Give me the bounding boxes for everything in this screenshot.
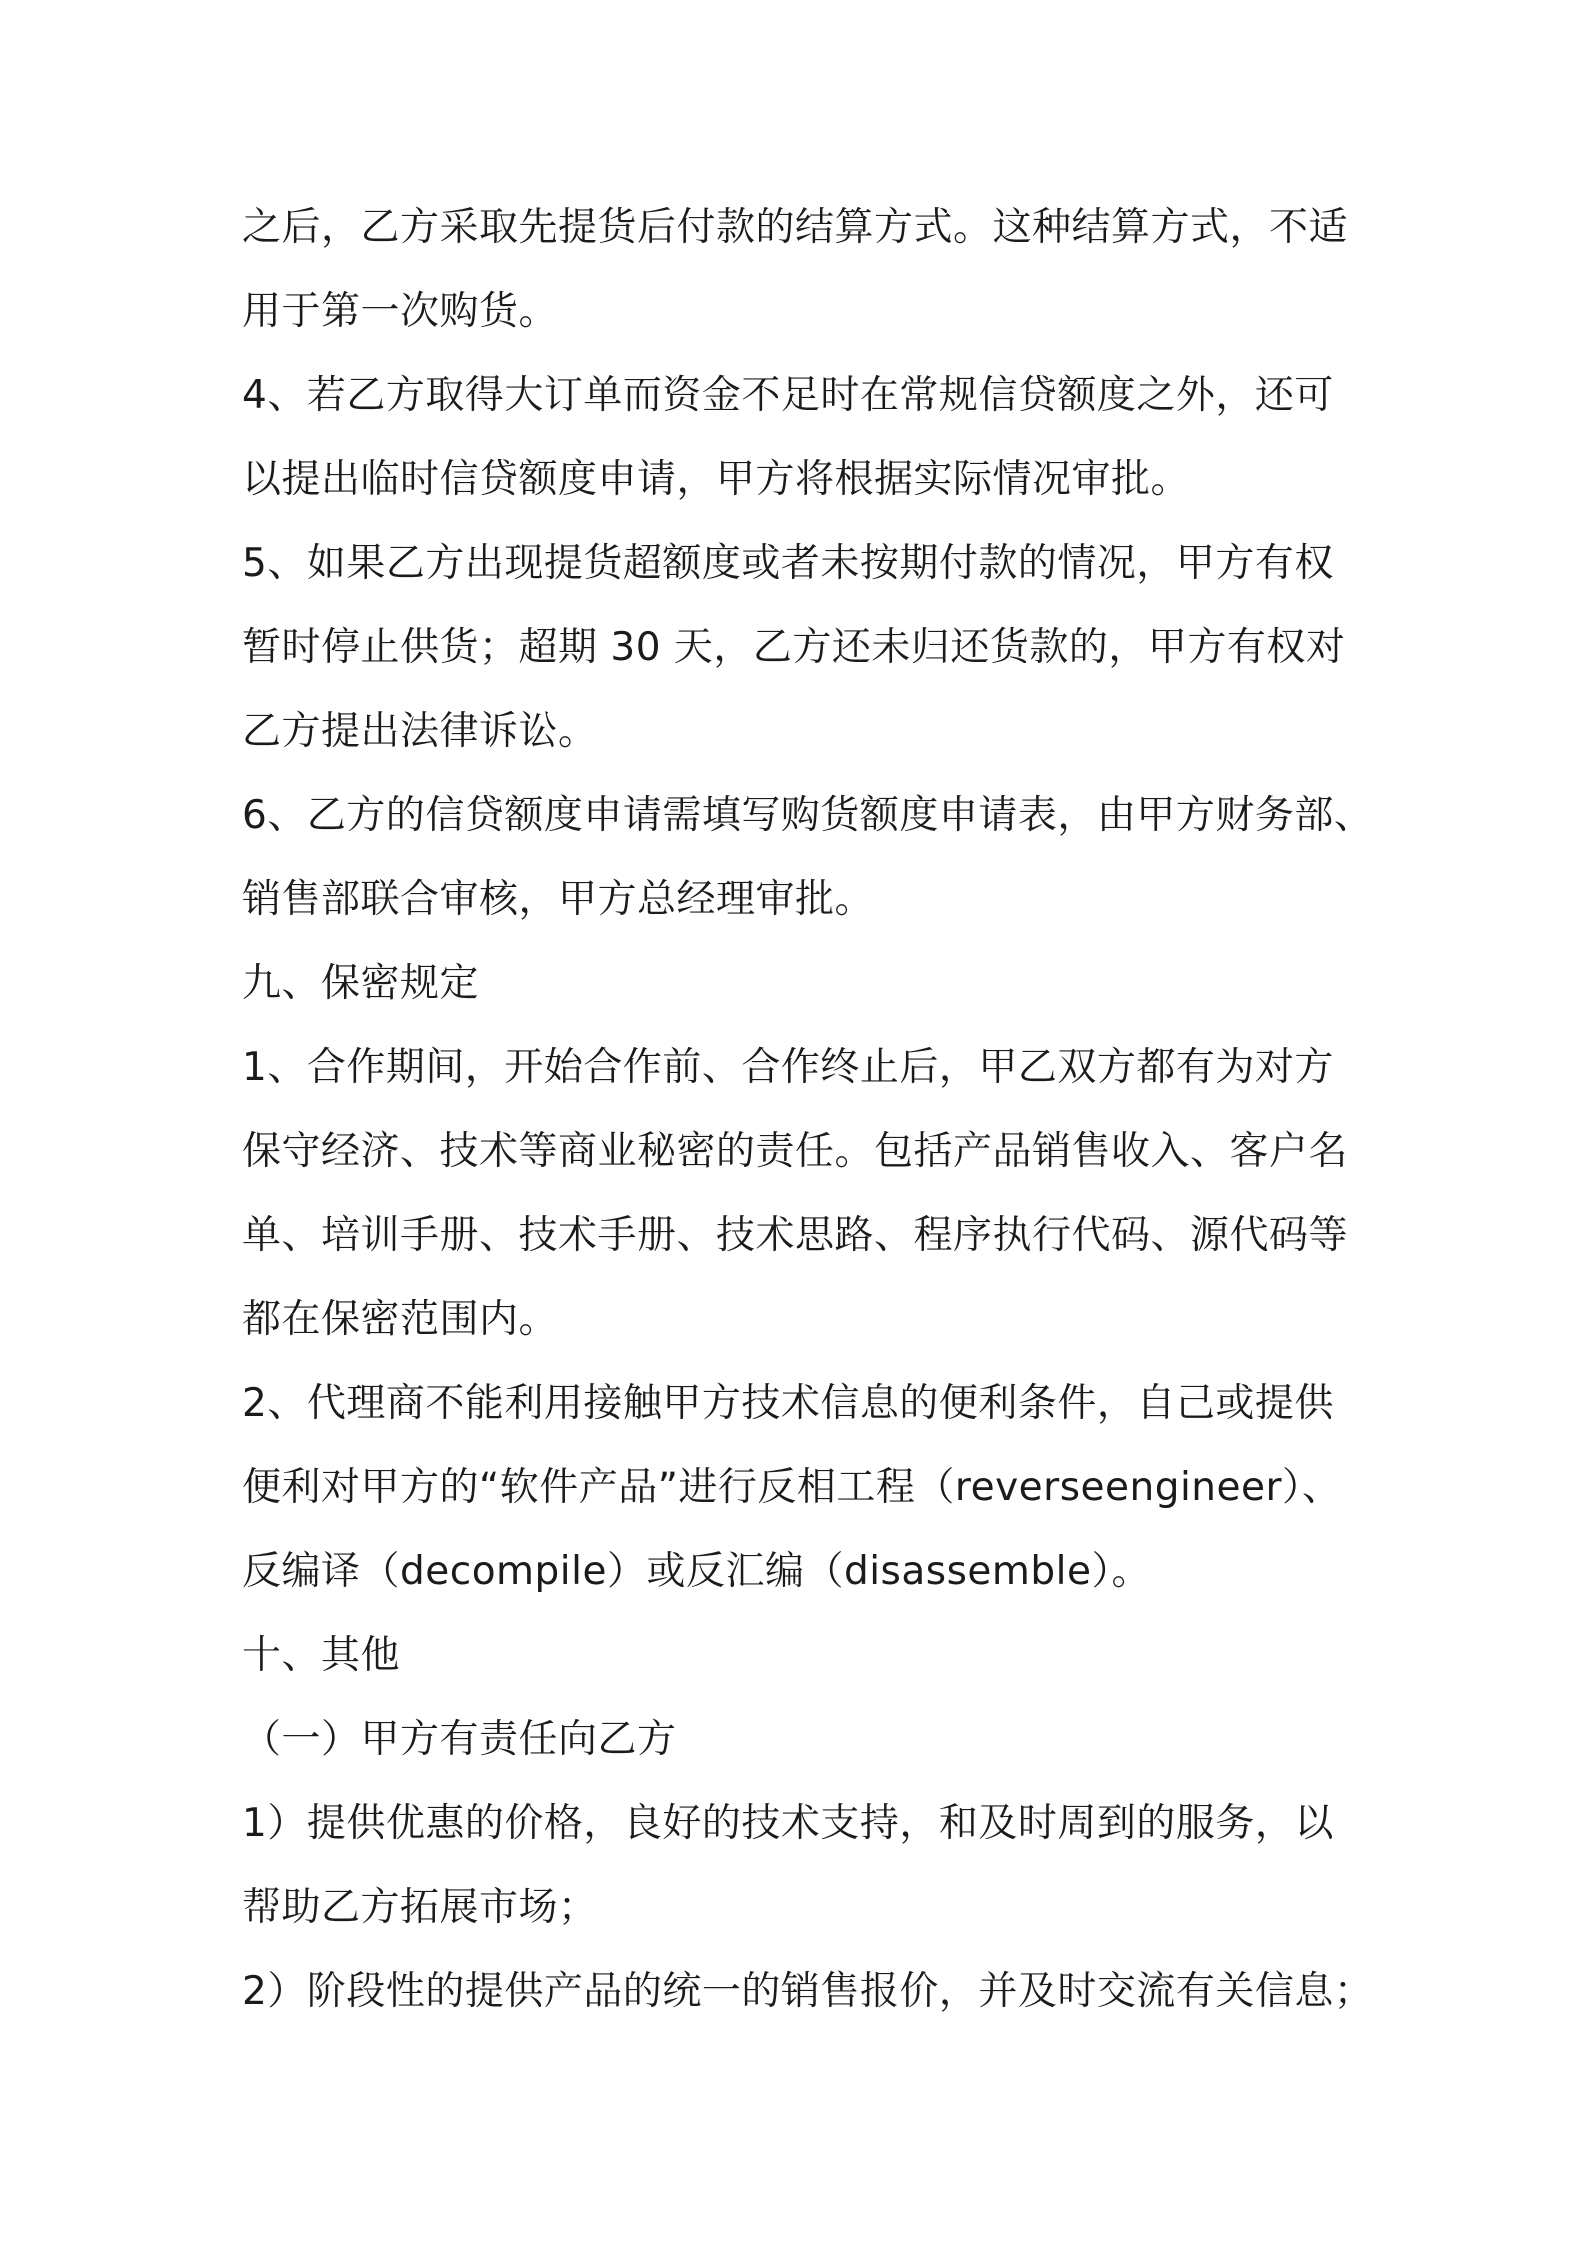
subsection-heading: （一）甲方有责任向乙方 bbox=[242, 1717, 677, 1762]
text-line: 帮助乙方拓展市场； bbox=[242, 1885, 598, 1930]
text-line: 之后，乙方采取先提货后付款的结算方式。这种结算方式，不适 bbox=[242, 205, 1349, 250]
document-body bbox=[242, 186, 1372, 2034]
section-heading: 十、其他 bbox=[242, 1633, 401, 1678]
text-line: 乙方提出法律诉讼。 bbox=[242, 709, 598, 754]
text-line: 以提出临时信贷额度申请，甲方将根据实际情况审批。 bbox=[242, 457, 1191, 502]
text-line: 2、代理商不能利用接触甲方技术信息的便利条件，自己或提供 bbox=[242, 1381, 1334, 1426]
text-line: 反编译（decompile）或反汇编（disassemble）。 bbox=[242, 1549, 1151, 1594]
text-line: 4、若乙方取得大订单而资金不足时在常规信贷额度之外，还可 bbox=[242, 373, 1334, 418]
text-line: 2）阶段性的提供产品的统一的销售报价，并及时交流有关信息； bbox=[242, 1969, 1374, 2014]
text-line: 便利对甲方的“软件产品”进行反相工程（reverseengineer）、 bbox=[242, 1465, 1342, 1510]
text-line: 单、培训手册、技术手册、技术思路、程序执行代码、源代码等 bbox=[242, 1213, 1349, 1258]
section-heading: 九、保密规定 bbox=[242, 961, 480, 1006]
text-line: 用于第一次购货。 bbox=[242, 289, 559, 334]
text-line: 保守经济、技术等商业秘密的责任。包括产品销售收入、客户名 bbox=[242, 1129, 1349, 1174]
text-line: 5、如果乙方出现提货超额度或者未按期付款的情况，甲方有权 bbox=[242, 541, 1334, 586]
text-line: 1）提供优惠的价格，良好的技术支持，和及时周到的服务，以 bbox=[242, 1801, 1334, 1846]
text-line: 6、乙方的信贷额度申请需填写购货额度申请表，由甲方财务部、 bbox=[242, 793, 1374, 838]
text-line: 暂时停止供货；超期 30 天，乙方还未归还货款的，甲方有权对 bbox=[242, 625, 1346, 670]
text-line: 1、合作期间，开始合作前、合作终止后，甲乙双方都有为对方 bbox=[242, 1045, 1334, 1090]
text-line: 都在保密范围内。 bbox=[242, 1297, 559, 1342]
text-line: 销售部联合审核，甲方总经理审批。 bbox=[242, 877, 875, 922]
